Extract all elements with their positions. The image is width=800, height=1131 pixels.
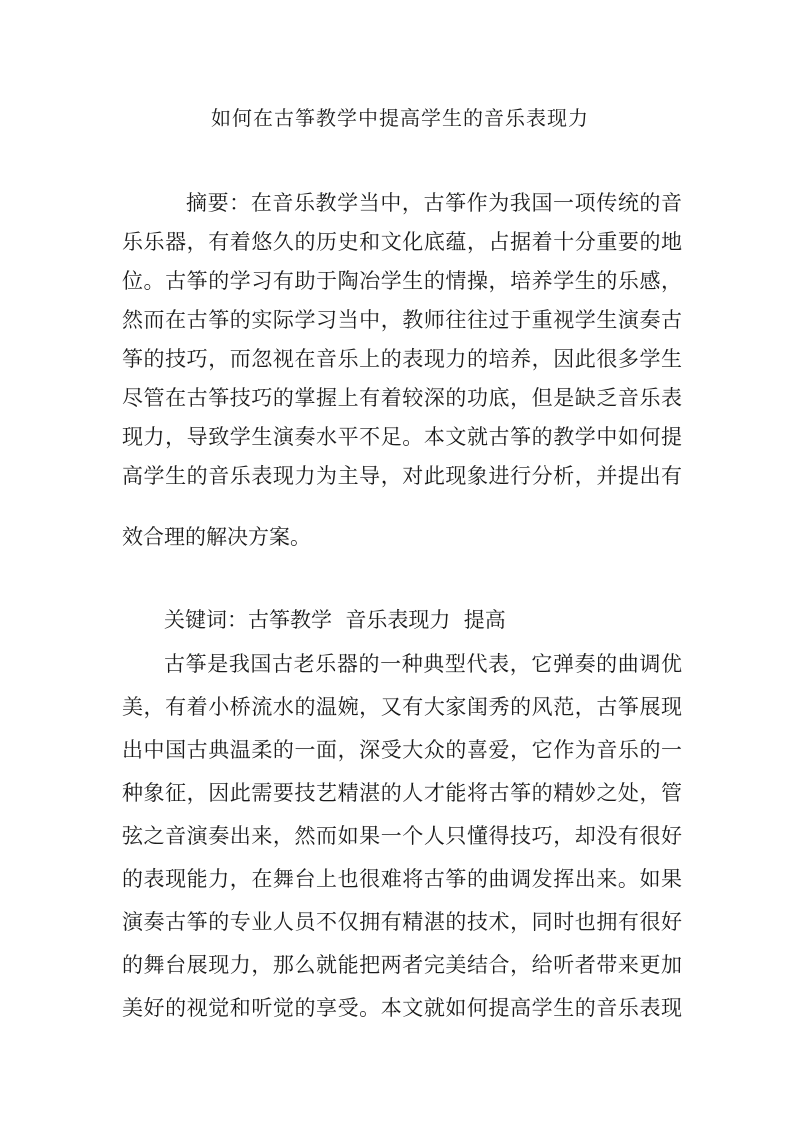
document-title: 如何在古筝教学中提高学生的音乐表现力 — [211, 106, 589, 130]
abstract-line: 尽管在古筝技巧的掌握上有着较深的功底，但是缺乏音乐表 — [122, 386, 682, 410]
keywords-line: 关键词：古筝教学 音乐表现力 提高 — [164, 608, 506, 632]
abstract-line: 摘要：在音乐教学当中，古筝作为我国一项传统的音 — [186, 191, 682, 215]
body-line: 种象征，因此需要技艺精湛的人才能将古筝的精妙之处，管 — [122, 781, 682, 805]
abstract-line: 高学生的音乐表现力为主导，对此现象进行分析，并提出有 — [122, 464, 682, 488]
abstract-line: 效合理的解决方案。 — [122, 525, 311, 549]
abstract-line: 位。古筝的学习有助于陶冶学生的情操，培养学生的乐感， — [122, 269, 682, 293]
abstract-line: 乐乐器，有着悠久的历史和文化底蕴，占据着十分重要的地 — [122, 230, 682, 254]
abstract-line: 筝的技巧，而忽视在音乐上的表现力的培养，因此很多学生 — [122, 347, 682, 371]
body-line: 美，有着小桥流水的温婉，又有大家闺秀的风范，古筝展现 — [122, 695, 682, 719]
abstract-line: 然而在古筝的实际学习当中，教师往往过于重视学生演奏古 — [122, 308, 682, 332]
body-line: 的表现能力，在舞台上也很难将古筝的曲调发挥出来。如果 — [122, 867, 682, 891]
body-line: 美好的视觉和听觉的享受。本文就如何提高学生的音乐表现 — [122, 996, 682, 1020]
body-line: 出中国古典温柔的一面，深受大众的喜爱，它作为音乐的一 — [122, 738, 682, 762]
body-line: 古筝是我国古老乐器的一种典型代表，它弹奏的曲调优 — [164, 652, 682, 676]
body-line: 的舞台展现力，那么就能把两者完美结合，给听者带来更加 — [122, 953, 682, 977]
body-line: 演奏古筝的专业人员不仅拥有精湛的技术，同时也拥有很好 — [122, 910, 682, 934]
abstract-line: 现力，导致学生演奏水平不足。本文就古筝的教学中如何提 — [122, 425, 682, 449]
body-line: 弦之音演奏出来，然而如果一个人只懂得技巧，却没有很好 — [122, 824, 682, 848]
